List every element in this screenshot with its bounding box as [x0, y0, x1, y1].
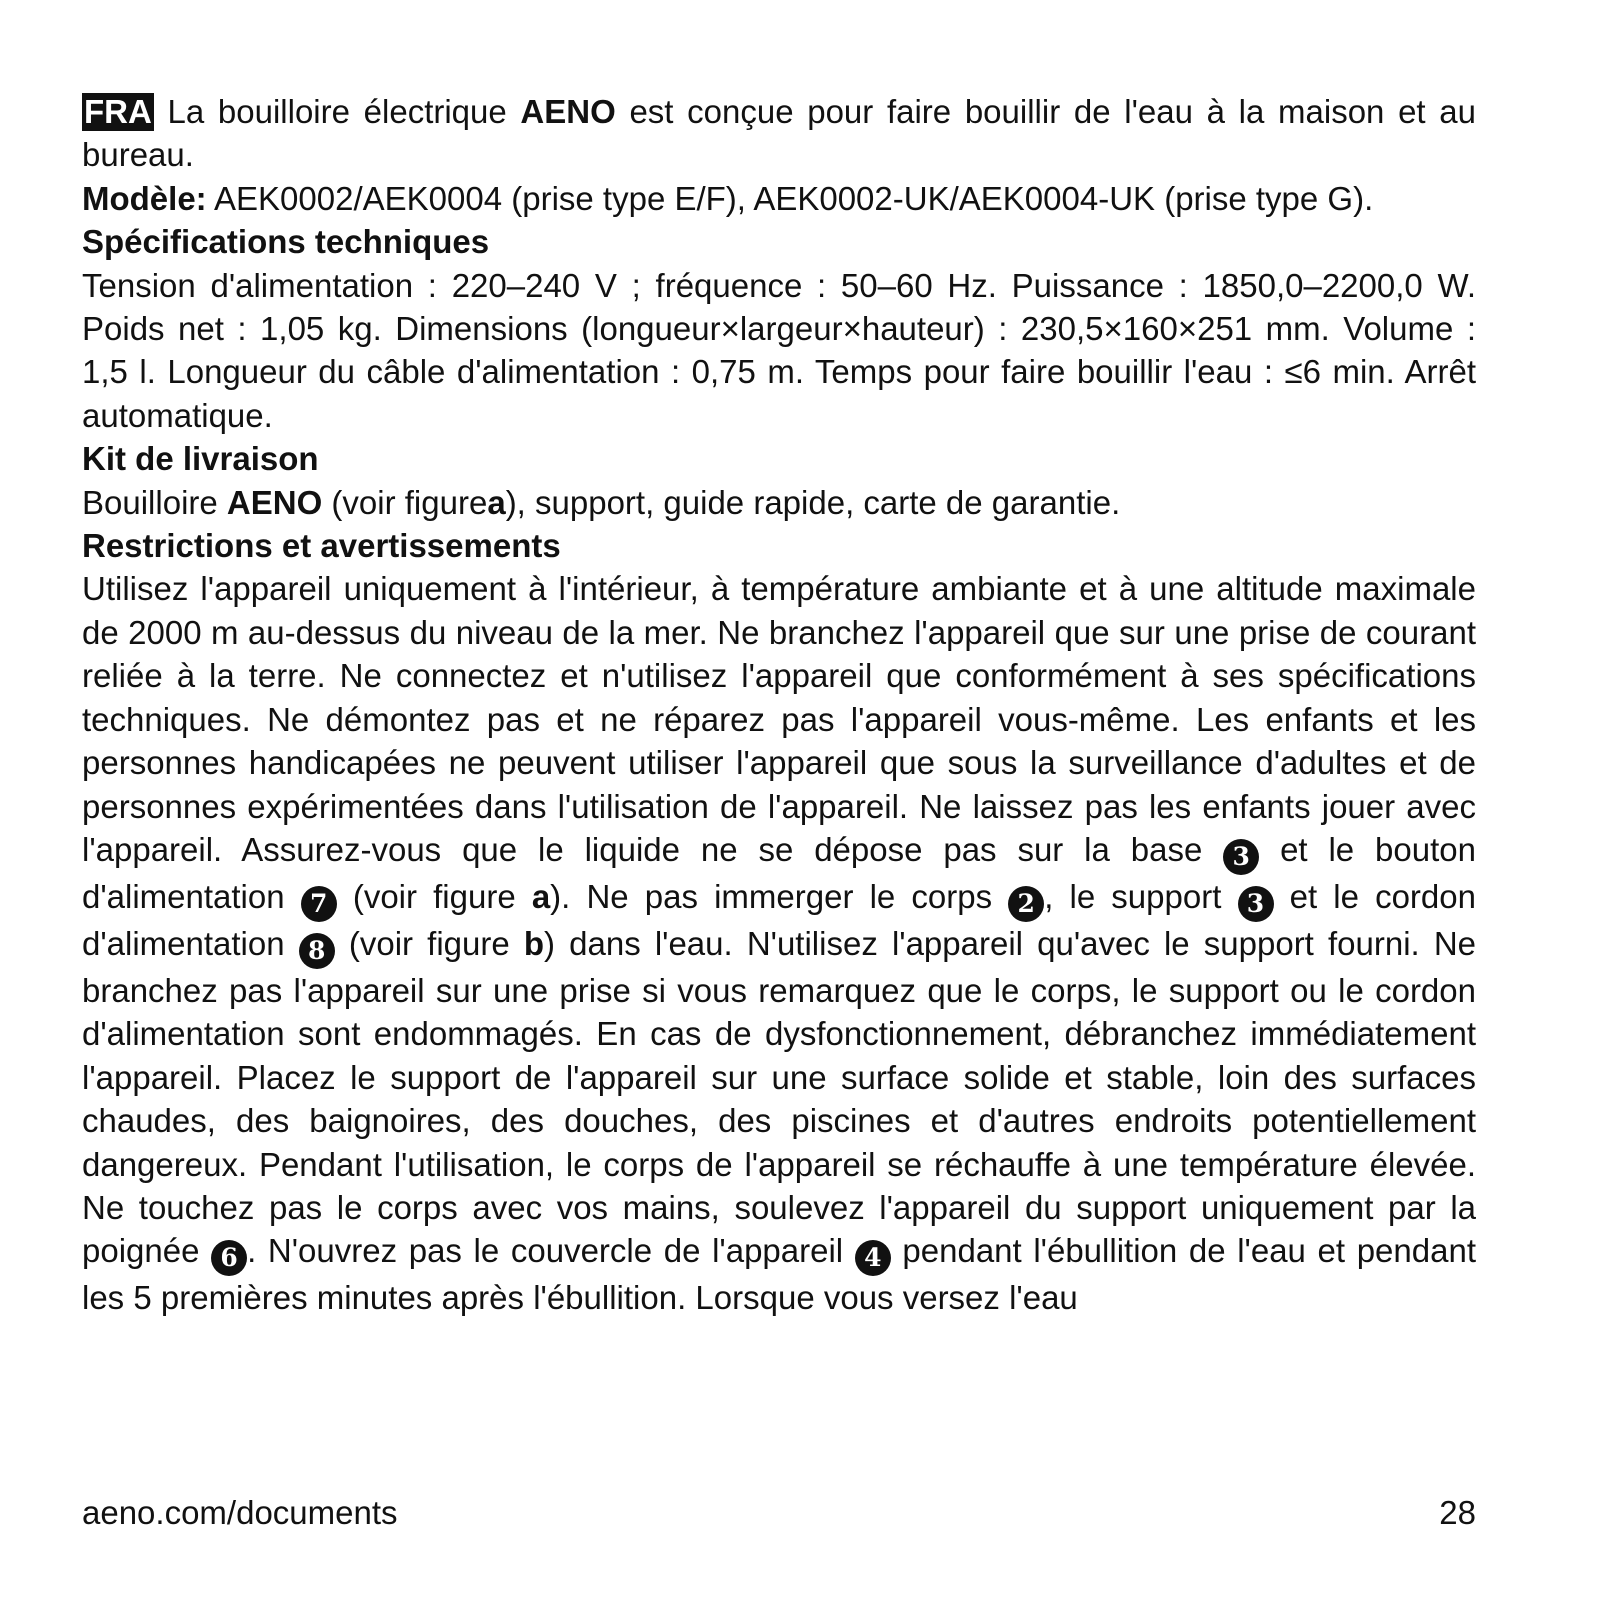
documents-link[interactable]: aeno.com/documents	[82, 1494, 398, 1531]
figure-ref: a	[531, 877, 551, 915]
figure-ref: a	[487, 483, 506, 521]
brand-name: AENO	[226, 483, 323, 521]
callout-number-icon: 4	[855, 1240, 891, 1276]
page-footer	[82, 1494, 1476, 1532]
brand-name: AENO	[520, 93, 616, 130]
model-label: Modèle:	[82, 179, 207, 217]
callout-number-icon: 3	[1223, 839, 1259, 875]
callout-number-icon: 7	[301, 886, 337, 922]
page-number: 28	[1439, 1494, 1476, 1531]
figure-ref: b	[523, 924, 545, 962]
specs-heading: Spécifications techniques	[82, 223, 490, 261]
restrictions-paragraph: Utilisez l'appareil uniquement à l'intérieur, à température ambiante et à une altitude maximale de 2000 m au-dessus du niveau de la mer. Ne branchez l'appareil que sur une prise de courant reliée à la terre. Ne connectez et n'utilisez l'appareil que conformément à ses spécifications techniques. Ne démontez pas et ne réparez pas l'appareil vous-même. Les enfants et les personnes handicapées ne peuvent utiliser l'appareil que sous la surveillance d'adultes et de personnes expérimentées dans l'utilisation de l'appareil. Ne laissez pas les enfants jouer avec l'appareil. Assurez-vous que le liquide ne se dépose pas sur la base 3 et le bouton d'alimentation 7 (voir figure a). Ne pas immerger le corps 2 , le support 3 et le cordon d'alimentation 8 (voir figure b) dans l'eau. N'utilisez l'appareil qu'avec le support fourni. Ne branchez pas l'appareil sur une prise si vous remarquez que le corps, le support ou le cordon d'alimentation sont endommagés. En cas de dysfonctionnement, débranchez immédiatement l'appareil. Placez le support de l'appareil sur une surface solide et stable, loin des surfaces chaudes, des baignoires, des douches, des piscines et d'autres endroits potentiellement dangereux. Pendant l'utilisation, le corps de l'appareil se réchauffe à une température élevée. Ne touchez pas le corps avec vos mains, soulevez l'appareil du support uniquement par la poignée 6 . N'ouvrez pas le couvercle de l'appareil 4 pendant l'ébullition de l'eau et pendant les 5 premières minutes après l'ébullition. Lorsque vous versez l'eau	[82, 570, 1477, 1317]
intro-paragraph: FRA La bouilloire électrique AENO est conçue pour faire bouillir de l'eau à la maison et au bureau.	[82, 93, 1476, 174]
callout-number-icon: 8	[299, 933, 335, 969]
kit-paragraph: Bouilloire AENO (voir figurea), support, guide rapide, carte de garantie.	[82, 483, 1121, 521]
restrictions-heading: Restrictions et avertissements	[82, 527, 561, 565]
kit-heading: Kit de livraison	[82, 440, 319, 478]
callout-number-icon: 6	[211, 1240, 247, 1276]
specs-paragraph: Tension d'alimentation : 220–240 V ; fréquence : 50–60 Hz. Puissance : 1850,0–2200,0 W. Poids net : 1,05 kg. Dimensions (longueur×largeur×hauteur) : 230,5×160×251 mm. Volume : 1,5 l. Longueur du câble d'alimentation : 0,75 m. Temps pour faire bouillir l'eau : ≤6 min. Arrêt automatique.	[82, 266, 1476, 434]
callout-number-icon: 2	[1008, 886, 1044, 922]
callout-number-icon: 3	[1238, 886, 1274, 922]
manual-page	[82, 90, 1476, 1320]
language-badge: FRA	[84, 93, 152, 130]
model-paragraph: Modèle: AEK0002/AEK0004 (prise type E/F), AEK0002-UK/AEK0004-UK (prise type G).	[82, 179, 1374, 217]
